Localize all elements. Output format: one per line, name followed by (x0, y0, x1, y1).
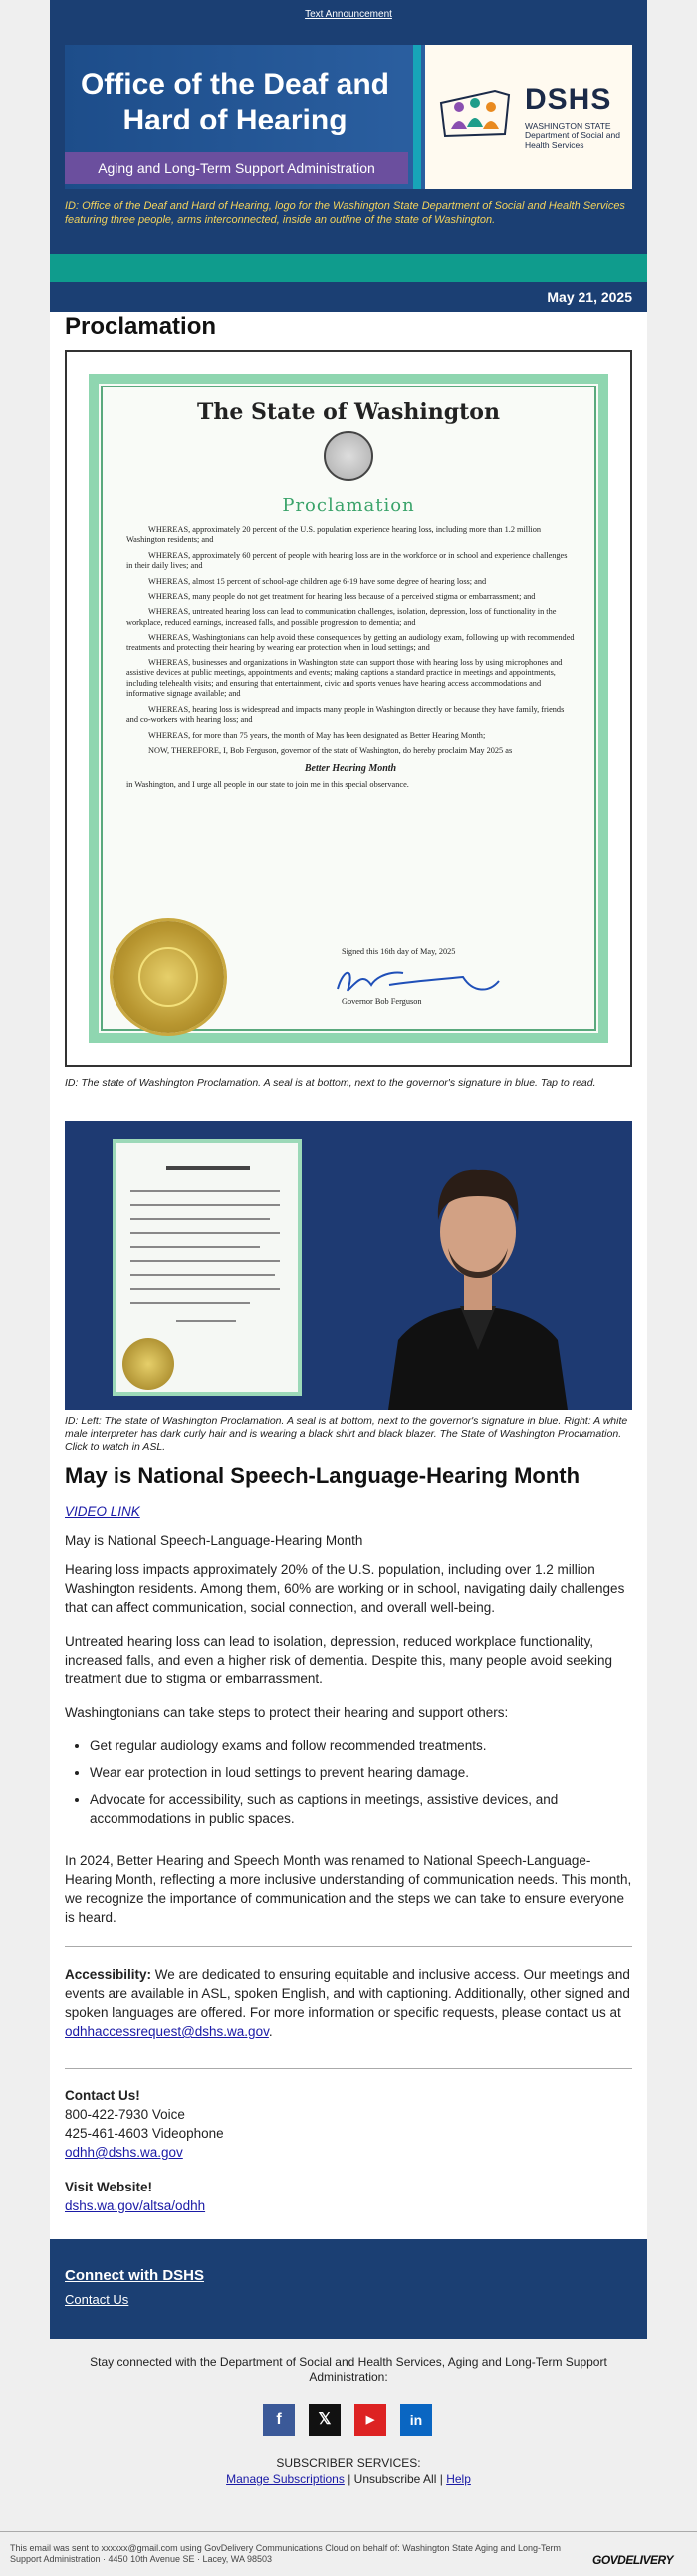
header-banner (50, 30, 647, 254)
doc-text-line (130, 1288, 280, 1290)
article-heading: May is National Speech-Language-Hearing Month (65, 1463, 581, 1488)
fine-print: This email was sent to xxxxxx@gmail.com using GovDelivery Communications Cloud on behalf of: Washington State Aging and Long-Term Support Administration · 4450 10th Avenue SE · Lacey, WA 98503 (10, 2543, 562, 2564)
proclamation-image[interactable] (65, 350, 632, 1067)
gold-seal-icon (113, 921, 224, 1033)
month-name: Better Hearing Month (304, 763, 397, 775)
whereas-clause: WHEREAS, untreated hearing loss can lead to communication challenges, isolation, depression, loss of functionality in the workplace, reduced earnings, increased falls, and possible progression to dementia; and (126, 607, 557, 627)
logo-subtext: WASHINGTON STATE Department of Social and Health Services (525, 121, 620, 150)
banner-image-description: ID: Office of the Deaf and Hard of Hearing, logo for the Washington State Department of Social and Health Services featuring three people, arms interconnected, inside an outline of the state of Washington. (65, 200, 625, 226)
doc-title-line (166, 1166, 250, 1170)
connect-section (50, 2239, 647, 2339)
website-block (65, 2178, 632, 2215)
issue-date: May 21, 2025 (547, 289, 632, 305)
website-heading: Visit Website! (65, 2180, 153, 2194)
list-item: • Advocate for accessibility, such as captions in meetings, assistive devices, and accommodations in public spaces. (90, 1790, 632, 1828)
closing-clause: in Washington, and I urge all people in our state to join me in this special observance. (126, 779, 409, 789)
doc-text-line (130, 1302, 250, 1304)
proclamation-caption: ID: The state of Washington Proclamation. A seal is at bottom, next to the governor's signature in blue. Tap to read. (65, 1077, 596, 1089)
divider (65, 2068, 632, 2069)
whereas-clause: WHEREAS, for more than 75 years, the month of May has been designated as Better Hearing Month; (148, 730, 486, 740)
youtube-icon[interactable]: ▶ (354, 2404, 386, 2436)
contact-block (65, 2086, 632, 2162)
subscriber-services-label: SUBSCRIBER SERVICES: (276, 2456, 421, 2470)
whereas-clause: WHEREAS, businesses and organizations in Washington state can support those with hearing loss by using microphones and assistive devices at public meetings, appointments and events; making captions a standard practice in meetings and appointments, including telehealth visits; and ensuring that entertainment, civic and sports venues have hearing access accommodations and informative signage available; and (126, 658, 563, 699)
interpreter-image (368, 1121, 587, 1410)
asl-video-thumbnail[interactable] (65, 1121, 632, 1410)
date-bar (50, 282, 647, 312)
help-link[interactable]: Help (446, 2472, 471, 2486)
banner-title: Office of the Deaf and Hard of Hearing (80, 68, 390, 136)
list-item: • Wear ear protection in loud settings to prevent hearing damage. (90, 1763, 632, 1782)
video-caption: ID: Left: The state of Washington Proclamation. A seal is at bottom, next to the governor's signature in blue. Right: A white male interpreter has dark curly hair and is wearing a black shirt and black blazer. The State of Washington Proclamation. Click to watch in ASL. (65, 1416, 628, 1453)
doc-text-line (130, 1260, 280, 1262)
doc-text-line (130, 1190, 280, 1192)
whereas-clause: WHEREAS, many people do not get treatment for hearing loss because of a perceived stigma or embarrassment; and (148, 592, 536, 602)
proclamation-heading: Proclamation (65, 313, 217, 340)
access-request-email-link[interactable]: odhhaccessrequest@dshs.wa.gov (65, 2024, 269, 2039)
accessibility-end: . (268, 2024, 273, 2039)
main-content (50, 312, 647, 2239)
certificate-title: The State of Washington (197, 399, 500, 425)
website-link[interactable]: dshs.wa.gov/altsa/odhh (65, 2198, 206, 2213)
x-icon[interactable]: 𝕏 (309, 2404, 341, 2436)
banner-subtitle: Aging and Long-Term Support Administration (65, 152, 408, 184)
signed-date: Signed this 16th day of May, 2025 (342, 947, 456, 956)
stay-connected-text: Stay connected with the Department of Social and Health Services, Aging and Long-Term Support Administration: (90, 2355, 607, 2384)
video-proclamation-image (113, 1139, 302, 1396)
connect-with-dshs-link[interactable]: Connect with DSHS (65, 2267, 205, 2284)
unsubscribe-all-link[interactable]: Unsubscribe All (353, 2472, 437, 2486)
article-paragraph-4: In 2024, Better Hearing and Speech Month was renamed to National Speech-Language-Hearing Month, reflecting a more inclusive understanding of communication needs. This month, we recognize the importance of communication and the steps we can take to ensure everyone is heard. (65, 1853, 632, 1925)
facebook-icon[interactable]: f (263, 2404, 295, 2436)
whereas-clause: WHEREAS, approximately 20 percent of the U.S. population experience hearing loss, including more than 1.2 million Washington residents; and (126, 525, 542, 545)
certificate-subtitle: Proclamation (282, 495, 415, 516)
accessibility-label: Accessibility: (65, 1967, 152, 1982)
certificate (89, 374, 608, 1043)
accessibility-text: We are dedicated to ensuring equitable and inclusive access. Our meetings and events are available in ASL, spoken English, and with captioning. Additionally, other signed and spoken languages are offered. For more information or specific requests, please contact us at (65, 1967, 630, 2020)
voice-phone: 800-422-7930 Voice (65, 2107, 185, 2122)
doc-text-line (130, 1246, 260, 1248)
social-icons (263, 2404, 434, 2438)
separator: | (439, 2472, 443, 2486)
article-paragraph-1: Hearing loss impacts approximately 20% of the U.S. population, including over 1.2 million Washington residents. Among them, 60% are working or in school, navigating daily challenges that can affect communication, social connection, and overall well-being. (65, 1562, 625, 1615)
article-intro: May is National Speech-Language-Hearing Month (65, 1533, 363, 1548)
separator: | (348, 2472, 351, 2486)
whereas-clause: WHEREAS, hearing loss is widespread and impacts many people in Washington directly or because they have family, friends and co-workers with hearing loss; and (126, 704, 565, 725)
top-bar (50, 0, 647, 30)
video-seal-icon (122, 1338, 174, 1390)
subscriber-links (50, 2472, 647, 2487)
doc-text-line (130, 1274, 275, 1276)
govdelivery-logo: GOVDELIVERY (592, 2553, 673, 2567)
list-item: • Get regular audiology exams and follow recommended treatments. (90, 1736, 632, 1755)
article-paragraph-3: Washingtonians can take steps to protect their hearing and support others: (65, 1705, 509, 1720)
banner-image (65, 45, 632, 189)
article-paragraph-2: Untreated hearing loss can lead to isolation, depression, reduced workplace functionality, increased falls, and even a higher risk of dementia. Despite this, many people avoid seeking treatment due to stigma or embarrassment. (65, 1634, 613, 1686)
dshs-logo (425, 45, 632, 189)
people-logo-icon (435, 85, 515, 144)
whereas-clause: WHEREAS, almost 15 percent of school-age children age 6-19 have some degree of hearing loss; and (148, 576, 487, 586)
certificate-body (126, 525, 575, 795)
footer-divider (0, 2531, 697, 2532)
now-therefore-clause: NOW, THEREFORE, I, Bob Ferguson, governor of the state of Washington, do hereby proclaim May 2025 as (148, 745, 513, 755)
videophone: 425-461-4603 Videophone (65, 2126, 224, 2141)
teal-divider (50, 254, 647, 282)
accessibility-note (65, 1965, 632, 2041)
doc-text-line (176, 1320, 236, 1322)
state-seal-icon (324, 431, 373, 481)
banner-divider (413, 45, 421, 189)
divider (65, 1946, 632, 1947)
governor-name: Governor Bob Ferguson (342, 997, 422, 1006)
video-link[interactable]: VIDEO LINK (65, 1504, 140, 1519)
doc-text-line (130, 1232, 280, 1234)
whereas-clause: WHEREAS, Washingtonians can help avoid these consequences by getting an audiology exam, following up with recommended treatments and protecting their hearing by wearing ear protection when in loud settings; and (126, 633, 575, 652)
doc-text-line (130, 1218, 270, 1220)
contact-us-link[interactable]: Contact Us (65, 2292, 129, 2307)
governor-signature (334, 963, 503, 997)
whereas-clause: WHEREAS, approximately 60 percent of people with hearing loss are in the workforce or in school and experience challenges in their daily lives; and (126, 550, 568, 571)
logo-text: DSHS (525, 83, 612, 116)
doc-text-line (130, 1204, 280, 1206)
contact-email-link[interactable]: odhh@dshs.wa.gov (65, 2145, 183, 2160)
text-announcement-link[interactable]: Text Announcement (305, 9, 392, 20)
tips-list (65, 1736, 632, 1836)
contact-heading: Contact Us! (65, 2088, 140, 2103)
video-link-row (65, 1502, 632, 1521)
manage-subscriptions-link[interactable]: Manage Subscriptions (226, 2472, 345, 2486)
linkedin-icon[interactable]: in (400, 2404, 432, 2436)
